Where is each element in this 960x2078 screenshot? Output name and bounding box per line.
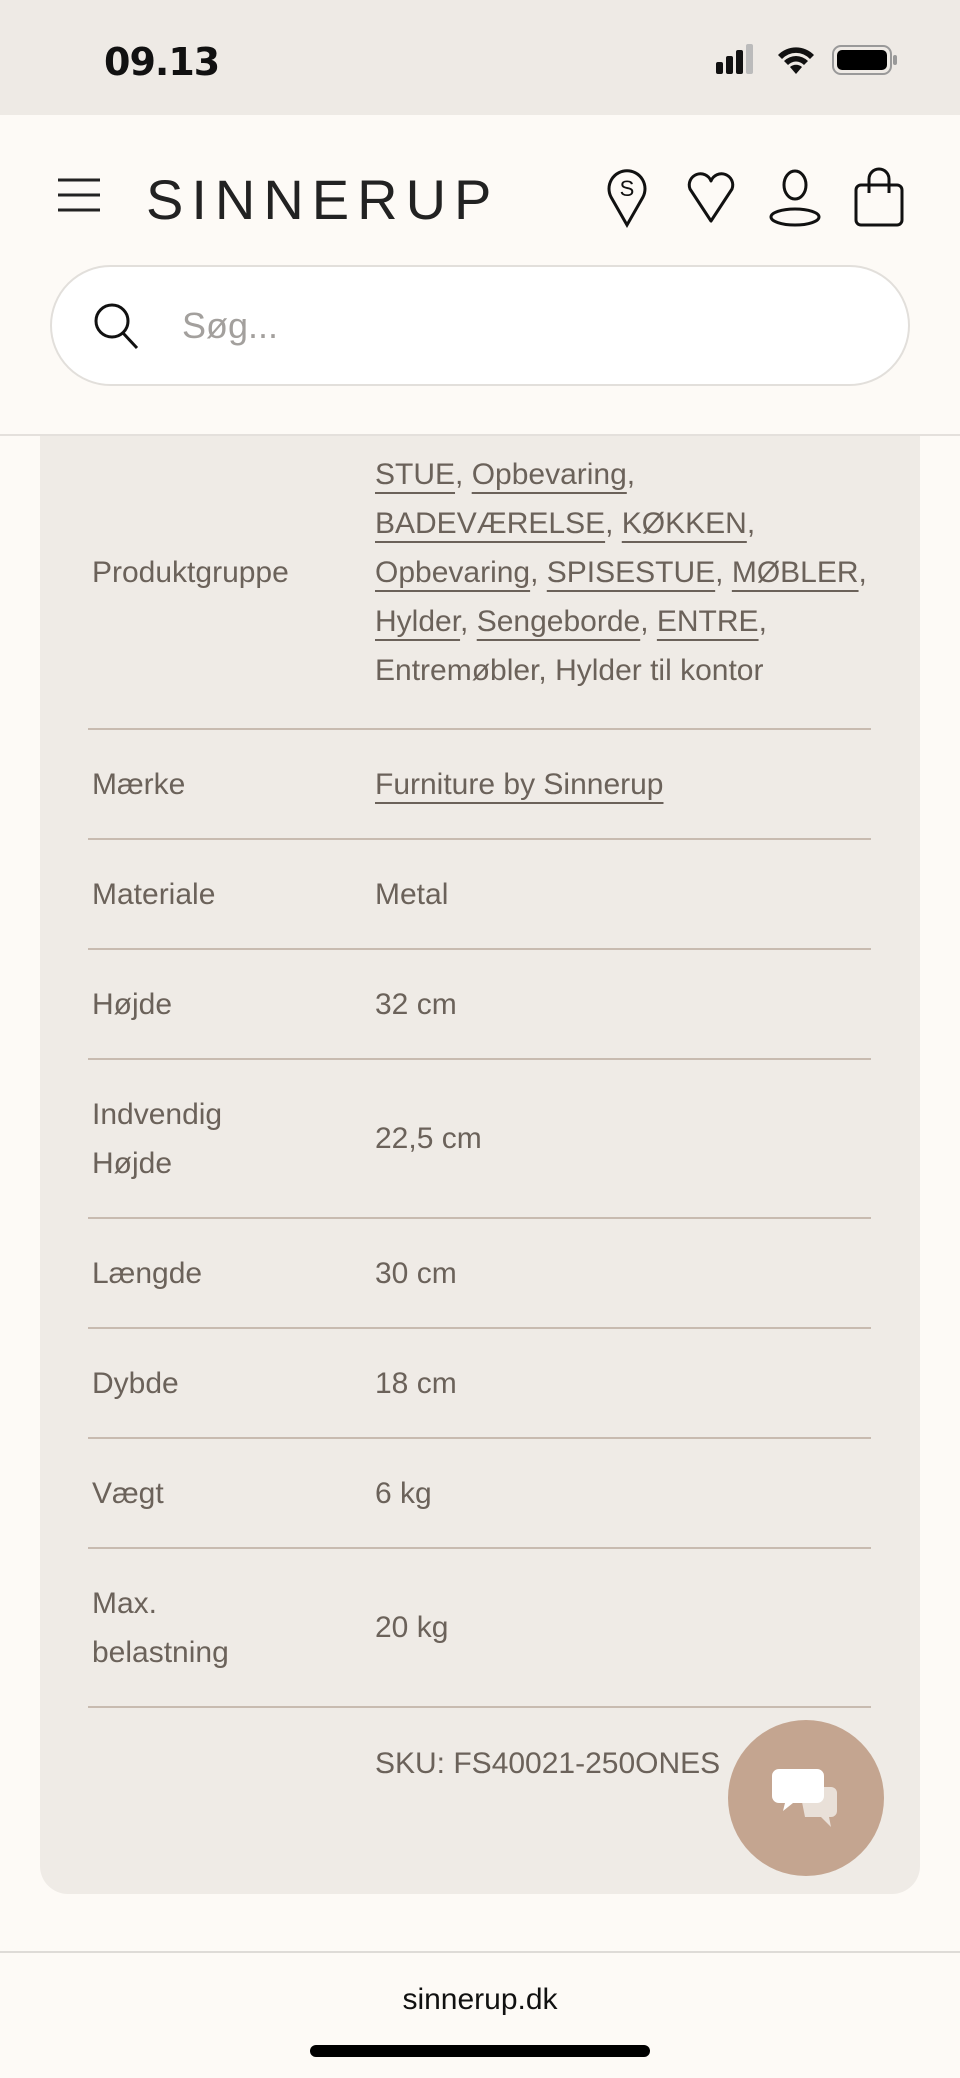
spec-label: Produktgruppe xyxy=(92,556,289,589)
spec-value: 6 kg xyxy=(375,1476,432,1510)
wishlist-heart-icon[interactable] xyxy=(682,165,740,229)
spec-label: Dybde xyxy=(92,1366,179,1400)
spec-label: Højde xyxy=(92,987,173,1021)
wifi-icon xyxy=(776,44,816,76)
separator: , xyxy=(746,507,756,540)
spec-label: Indvendig Højde xyxy=(92,1097,223,1180)
separator: , xyxy=(758,605,767,638)
separator: , xyxy=(605,507,622,540)
separator: , xyxy=(858,556,867,589)
spec-value: 20 kg xyxy=(375,1611,449,1644)
home-indicator[interactable] xyxy=(310,2045,650,2057)
spec-row xyxy=(88,1549,871,1708)
category-link[interactable]: KØKKEN xyxy=(621,507,747,540)
category-link[interactable]: Opbevaring xyxy=(375,556,531,589)
spec-row xyxy=(88,950,871,1060)
chat-bubbles-icon xyxy=(771,1765,841,1831)
spec-row xyxy=(88,840,871,950)
spec-value: 22,5 cm xyxy=(375,1122,482,1155)
svg-text:S: S xyxy=(619,176,635,201)
category-link[interactable]: BADEVÆRELSE xyxy=(375,507,606,540)
hamburger-menu-icon[interactable] xyxy=(56,177,102,213)
separator: , xyxy=(455,458,472,491)
separator: , xyxy=(626,458,636,491)
category-text: Entremøbler xyxy=(375,654,539,687)
store-locator-icon[interactable] xyxy=(598,165,656,229)
status-time: 09.13 xyxy=(104,40,220,84)
account-user-icon[interactable] xyxy=(766,165,824,229)
url-label[interactable]: sinnerup.dk xyxy=(402,1983,558,2016)
separator: , xyxy=(530,556,547,589)
battery-icon xyxy=(832,44,898,76)
category-link[interactable]: SPISESTUE xyxy=(546,556,716,589)
search-icon xyxy=(92,301,142,351)
category-link[interactable]: Opbevaring xyxy=(471,458,627,491)
category-link[interactable]: MØBLER xyxy=(731,556,859,589)
browser-footer xyxy=(0,1951,960,2078)
spec-label: Vægt xyxy=(92,1476,164,1510)
category-link[interactable]: Sengeborde xyxy=(476,605,641,638)
spec-row xyxy=(88,1060,871,1219)
category-text: Hylder til kontor xyxy=(555,654,764,687)
brand-logo[interactable]: SINNERUP xyxy=(146,168,500,231)
separator: , xyxy=(715,556,732,589)
spec-label: Længde xyxy=(92,1256,203,1290)
status-bar xyxy=(0,0,960,115)
category-link[interactable]: ENTRE xyxy=(656,605,759,638)
spec-row xyxy=(88,1439,871,1549)
product-group-values xyxy=(375,450,871,695)
spec-row xyxy=(88,730,871,840)
product-specs-card xyxy=(40,400,920,1894)
separator: , xyxy=(640,605,657,638)
spec-row-product-group xyxy=(88,436,871,730)
site-header xyxy=(0,115,960,436)
spec-row xyxy=(88,1329,871,1439)
spec-value: Metal xyxy=(375,877,449,911)
spec-label: Mærke xyxy=(92,767,186,801)
category-link[interactable]: STUE xyxy=(375,458,456,491)
spec-value: 30 cm xyxy=(375,1256,457,1290)
chat-button[interactable] xyxy=(728,1720,884,1876)
sku-value: SKU: FS40021-250ONES xyxy=(375,1746,721,1780)
category-link[interactable]: Hylder xyxy=(375,605,461,638)
spec-label: Max. belastning xyxy=(92,1586,229,1669)
brand-link[interactable]: Furniture by Sinnerup xyxy=(375,767,664,801)
separator: , xyxy=(460,605,477,638)
spec-value: 18 cm xyxy=(375,1366,457,1400)
search-input[interactable] xyxy=(182,305,782,347)
search-bar[interactable] xyxy=(50,265,910,386)
cellular-signal-icon xyxy=(716,44,760,76)
spec-label: Materiale xyxy=(92,877,216,911)
spec-row xyxy=(88,1219,871,1329)
shopping-bag-icon[interactable] xyxy=(850,165,908,229)
separator: , xyxy=(538,654,556,687)
spec-value: 32 cm xyxy=(375,987,457,1021)
